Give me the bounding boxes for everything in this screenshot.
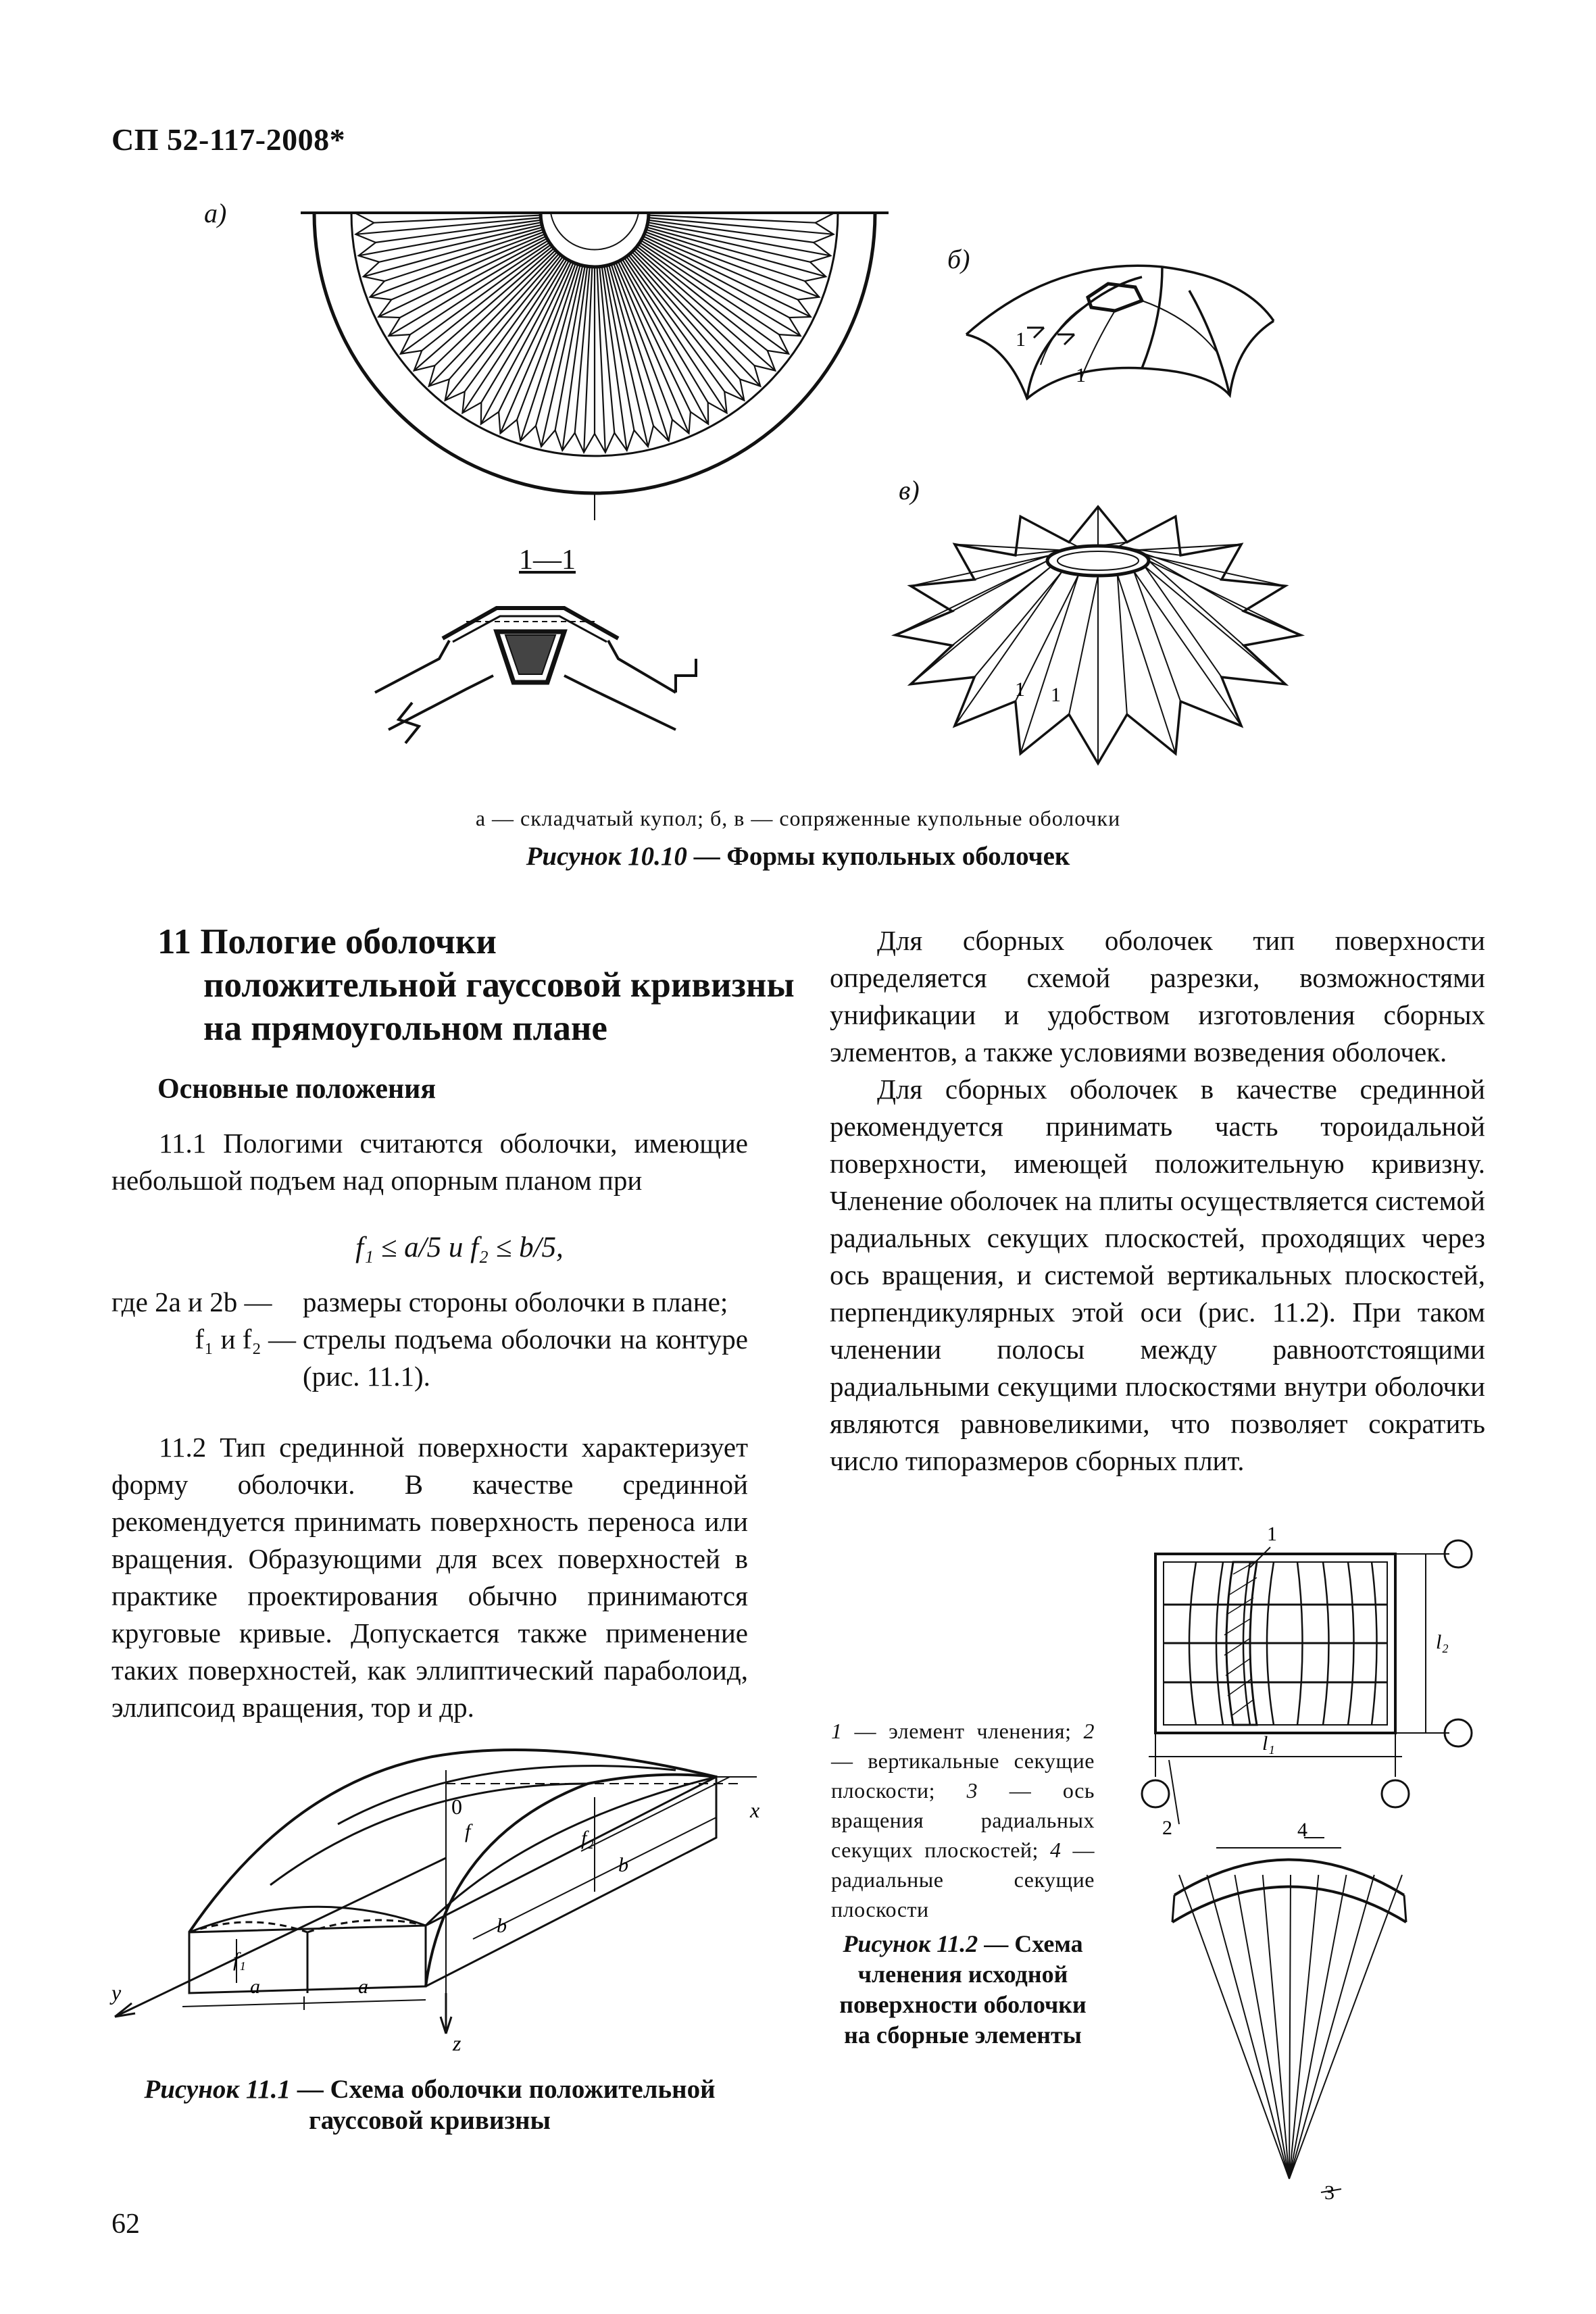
legend-number: 4 [1049,1838,1062,1862]
marker-1: 1 [1267,1523,1277,1545]
legend-number: 3 [966,1778,978,1803]
origin-label: 0 [451,1794,462,1819]
page-number: 62 [111,2209,140,2240]
figure-10-10-caption-text: — Формы купольных оболочек [687,842,1070,871]
axis-x-label: x [750,1798,760,1822]
legend-text: — радиальные секущие плоскости [831,1838,1095,1921]
legend-text: — вертикальные секущие плоскости; [831,1749,1095,1803]
figure-11-2-caption-prefix: Рисунок 11.2 [843,1930,978,1957]
dimension-b-lower: b [497,1915,507,1937]
section-marker-v-left: 1 [1015,678,1025,701]
section-heading-line: на прямоугольном плане [203,1009,607,1048]
legend-number: 2 [1083,1719,1095,1743]
axis-y-label: y [111,1980,122,2005]
dimension-f2: f₂ [581,1827,594,1849]
figure-11-1-caption-text: — Схема оболочки положительной [291,2075,716,2104]
dimension-l2: l₂ [1436,1631,1449,1653]
formula: f₁ ≤ a/5 и f₂ ≤ b/5, [355,1232,564,1263]
legend-number: 1 [831,1719,843,1743]
section-heading-line: положительной гауссовой кривизны [203,965,795,1005]
dimension-f1: f₁ [233,1948,246,1971]
document-code: СП 52-117-2008* [111,122,346,157]
marker-2: 2 [1162,1817,1172,1839]
paragraph-text: 11.2 Тип срединной поверхности характеризует форму оболочки. В качестве срединной рекомендуется принимать поверхность переноса или вращения. Образующими для всех поверхностей в практике проектирования обычно принимаются круговые кривые. Допускается также применение таких поверхностей, как эллиптический параболоид, эллипсоид вращения, тор и др. [111,1432,748,1723]
legend-text: — ось вращения радиальных секущих плоскостей; [831,1778,1095,1862]
figure-11-2-legend [831,1716,1095,1924]
figure-sublabel-a: а) [204,198,227,228]
marker-4: 4 [1297,1819,1307,1841]
paragraph-text: Для сборных оболочек тип поверхности определяется схемой разрезки, возможностями унификации и удобством изготовления сборных элементов, а также условиями возведения оболочек. [830,925,1485,1067]
figure-sublabel-v: в) [899,475,920,505]
section-heading-line: 11 Пологие оболочки [157,922,497,961]
figure-10-10-legend: а — складчатый купол; б, в — сопряженные купольные оболочки [475,806,1121,830]
figure-sublabel-b: б) [947,244,970,274]
figure-11-1-caption-prefix: Рисунок 11.1 [144,2075,291,2104]
dimension-b-upper: b [618,1854,628,1876]
figure-11-1-caption-line: гауссовой кривизны [309,2106,551,2135]
definition-text: стрелы подъема оболочки на контуре (рис. 11.1). [303,1324,748,1392]
definition-term: где 2a и 2b — [111,1286,272,1317]
dimension-f: f [465,1820,471,1842]
section-label: 1—1 [519,545,576,576]
section-marker-b-right: 1 [1076,364,1086,386]
paragraph-text: 11.1 Пологими считаются оболочки, имеющие небольшой подъем над опорным планом при [111,1128,748,1196]
axis-z-label: z [453,2031,462,2055]
paragraph-text: Для сборных оболочек в качестве срединной рекомендуется принимать часть тороидальной поверхности, имеющей положительную кривизну. Членение оболочек на плиты осуществляется системой радиальных секущих плоскостей, проходящих через ось вращения, и системой вертикальных плоскостей, перпендикулярных этой оси (рис. 11.2). При таком членении полосы между равноотстоящими радиальными секущими плоскостями внутри оболочки являются равновеликими, что позволяет сократить число типоразмеров сборных плит. [830,1074,1485,1476]
figure-11-2-caption [831,1929,1095,2051]
figure-10-10-caption-prefix: Рисунок 10.10 [526,842,687,871]
legend-text: — элемент членения; [842,1719,1084,1743]
definition-text: размеры стороны оболочки в плане; [303,1286,728,1317]
section-marker-v-right: 1 [1051,684,1061,706]
dimension-l1: l₁ [1262,1732,1275,1755]
dimension-a-left: a [250,1976,260,1998]
figure-11-2-caption-text: — Схема членения исходной поверхности оболочки на сборные элементы [839,1930,1087,2048]
section-marker-b-left: 1 [1016,328,1026,351]
marker-3: 3 [1324,2182,1335,2204]
dimension-a-right: a [358,1976,368,1998]
definition-term: f₁ и f₂ — [195,1324,296,1355]
subsection-heading: Основные положения [157,1074,437,1105]
